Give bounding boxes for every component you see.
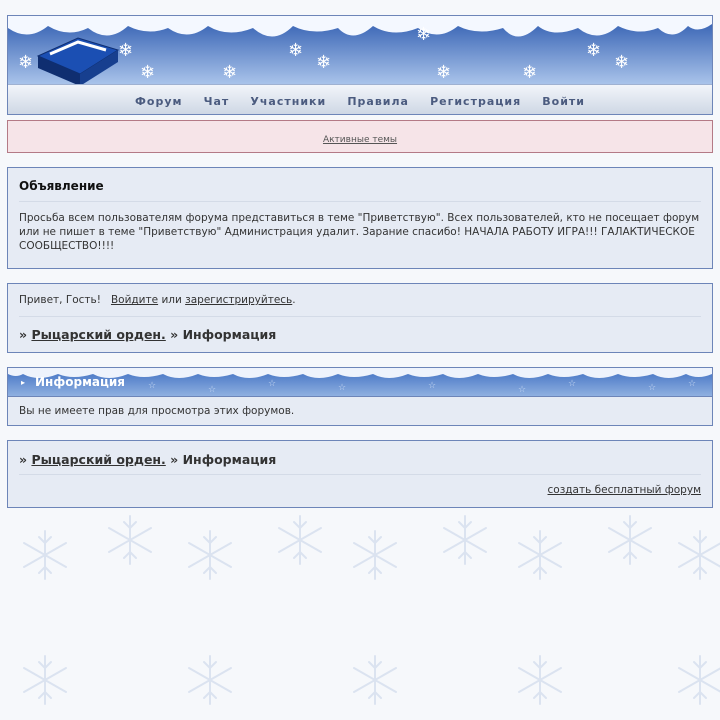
header-banner [8, 16, 712, 84]
site-header [7, 15, 713, 115]
breadcrumb-section: » Информация [170, 452, 277, 467]
breadcrumb-section: » Информация [170, 327, 277, 342]
info-title: Информация [35, 375, 125, 389]
svg-text:☆: ☆ [338, 383, 347, 393]
footer-links [19, 484, 701, 496]
svg-text:☆: ☆ [148, 381, 157, 391]
svg-text:☆: ☆ [518, 385, 527, 395]
main-nav [8, 84, 712, 115]
svg-text:☆: ☆ [688, 379, 697, 389]
announcement-text: Просьба всем пользователям форума представиться в теме "Приветствую". Всех пользователей, кто не посещает форум или не пишет в теме "Приветствую" Администрация удалит. Зарание спасибо! НАЧАЛА РАБОТУ ИГРА!!! ГАЛАКТИЧЕСКОЕ СООБЩЕСТВО!!!! [19, 212, 700, 252]
register-link[interactable]: зарегистрируйтесь [185, 294, 293, 306]
login-link[interactable]: Войдите [110, 294, 159, 306]
greeting-row [19, 284, 701, 316]
info-message: Вы не имеете прав для просмотра этих форумов. [8, 396, 712, 425]
svg-text:❄: ❄ [586, 40, 602, 61]
info-header [8, 368, 712, 396]
nav-login[interactable]: Войти [542, 95, 585, 108]
svg-text:❄: ❄ [222, 62, 238, 83]
svg-text:☆: ☆ [428, 381, 437, 391]
nav-chat[interactable]: Чат [203, 95, 230, 108]
divider [19, 474, 701, 475]
active-topics-bar [7, 120, 713, 153]
announcement-title: Объявление [19, 179, 104, 193]
svg-text:☆: ☆ [568, 379, 577, 389]
svg-text:❄: ❄ [416, 24, 432, 45]
create-forum-link[interactable]: создать бесплатный форум [547, 484, 701, 496]
greeting-text: Привет, Гость! [19, 294, 101, 306]
nav-members[interactable]: Участники [250, 95, 327, 108]
svg-text:❄: ❄ [316, 52, 332, 73]
svg-text:❄: ❄ [140, 62, 156, 83]
svg-text:❄: ❄ [522, 62, 538, 83]
active-topics-link[interactable]: Активные темы [322, 135, 398, 145]
info-box [7, 367, 713, 426]
breadcrumb-forum-link[interactable]: Рыцарский орден. [31, 327, 166, 342]
greeting-box [7, 283, 713, 353]
divider [19, 316, 701, 317]
svg-text:❄: ❄ [118, 40, 134, 61]
svg-text:☆: ☆ [648, 383, 657, 393]
svg-text:❄: ❄ [18, 52, 34, 73]
svg-text:❄: ❄ [288, 40, 304, 61]
footer-box [7, 440, 713, 508]
divider [19, 201, 701, 202]
svg-text:❄: ❄ [614, 52, 630, 73]
nav-rules[interactable]: Правила [347, 95, 409, 108]
arrow-right-icon: ▸ [21, 378, 26, 387]
announcement-box [7, 167, 713, 269]
nav-register[interactable]: Регистрация [430, 95, 522, 108]
svg-text:☆: ☆ [208, 385, 217, 395]
page-wrapper [7, 15, 713, 508]
nav-forum[interactable]: Форум [135, 95, 183, 108]
svg-text:☆: ☆ [268, 379, 277, 389]
breadcrumb-prefix: » [19, 327, 28, 342]
period: . [292, 294, 296, 306]
breadcrumb-prefix: » [19, 452, 28, 467]
breadcrumb-forum-link[interactable]: Рыцарский орден. [31, 452, 166, 467]
svg-text:❄: ❄ [436, 62, 452, 83]
breadcrumb [19, 327, 701, 342]
or-text: или [161, 294, 182, 306]
footer-breadcrumb [19, 441, 701, 474]
